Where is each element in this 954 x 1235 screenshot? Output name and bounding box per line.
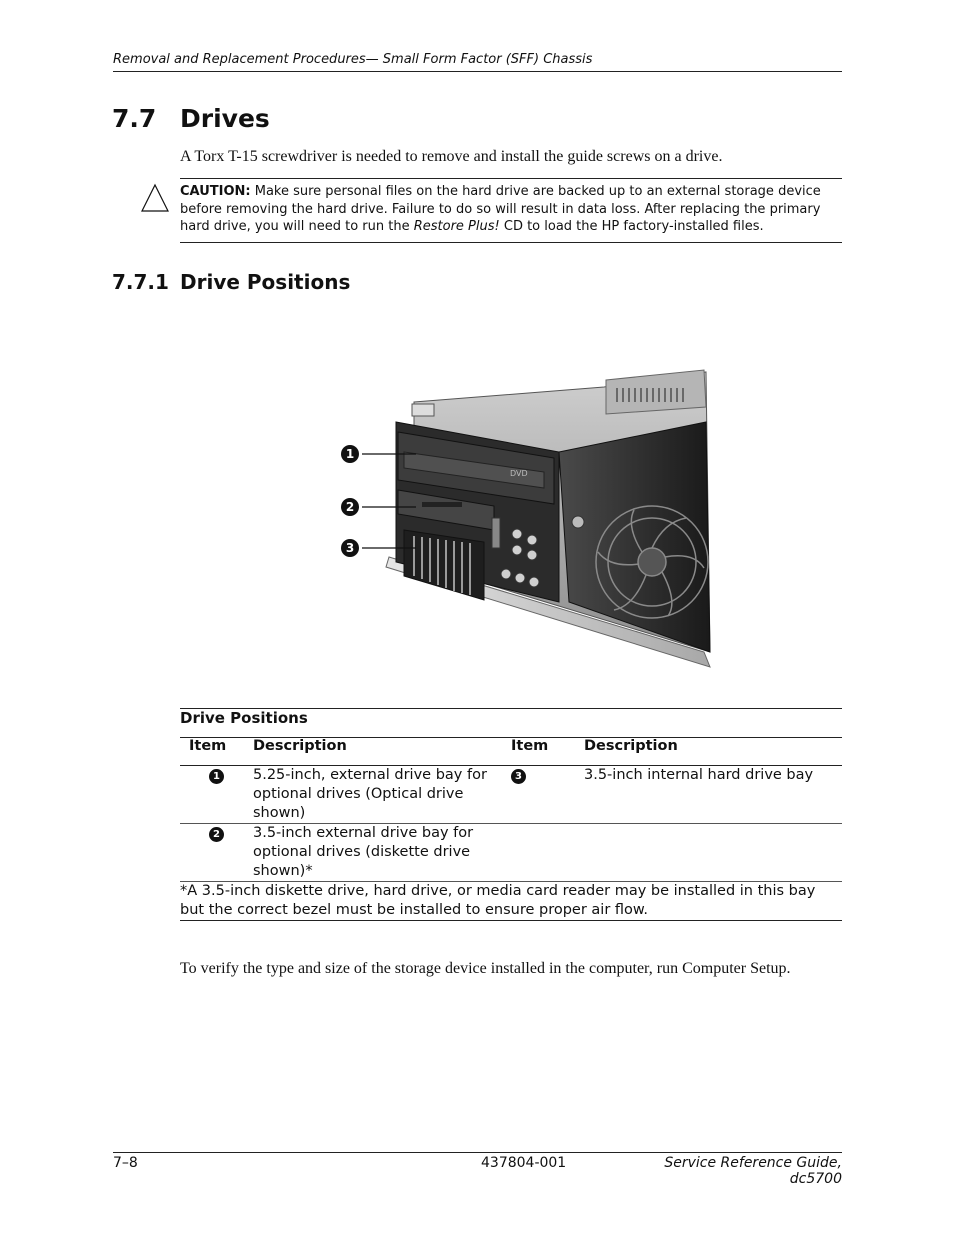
chassis-drive-illustration <box>334 362 714 672</box>
callout-1 <box>341 445 359 463</box>
column-header-item-2: Item <box>511 738 584 766</box>
caution-icon <box>140 183 170 213</box>
dvd-badge: DVD <box>510 469 528 478</box>
table-header-row <box>180 738 842 766</box>
caution-text-2: CD to load the HP factory-installed files. <box>499 219 764 234</box>
running-header: Removal and Replacement Procedures— Small Form Factor (SFF) Chassis <box>113 52 593 67</box>
header-rule <box>113 71 842 72</box>
section-number: 7.7 <box>112 104 157 133</box>
caution-product-name: Restore Plus! <box>413 219 500 234</box>
item-callout-1: 1 <box>209 769 224 784</box>
svg-text:3: 3 <box>345 541 355 555</box>
page-number: 7–8 <box>113 1155 138 1171</box>
table-row <box>180 766 842 824</box>
caution-top-rule <box>180 178 842 179</box>
closing-paragraph: To verify the type and size of the storage device installed in the computer, run Computer Setup. <box>180 960 791 977</box>
svg-text:2: 2 <box>345 500 355 514</box>
item-description: 3.5-inch external drive bay for optional drives (diskette drive shown)* <box>253 824 511 882</box>
hard-drive-bay <box>404 530 484 600</box>
part-number: 437804-001 <box>481 1155 567 1171</box>
callout-2 <box>341 498 359 516</box>
caution-text-1: Make sure personal files on the hard drive are backed up to an external storage device before removing the hard drive. Failure to do so will result in data loss. After replacing the primary hard drive, you will need to run the <box>180 184 821 234</box>
table-footnote: *A 3.5-inch diskette drive, hard drive, or media card reader may be installed in this bay but the correct bezel must be installed to ensure proper air flow. <box>180 882 842 921</box>
item-callout-2: 2 <box>209 827 224 842</box>
callout-3 <box>341 539 359 557</box>
caution-label: CAUTION: <box>180 184 251 199</box>
section-heading <box>112 104 270 133</box>
subsection-title: Drive Positions <box>180 270 351 294</box>
column-header-item: Item <box>180 738 253 766</box>
drive-positions-table <box>180 708 842 921</box>
svg-text:1: 1 <box>345 447 355 461</box>
caution-note <box>180 183 840 236</box>
table-row <box>180 824 842 882</box>
item-description: 3.5-inch internal hard drive bay <box>584 766 842 824</box>
section-intro: A Torx T-15 screwdriver is needed to remove and install the guide screws on a drive. <box>180 148 723 165</box>
caution-bottom-rule <box>180 242 842 243</box>
guide-title: Service Reference Guide, dc5700 <box>664 1155 842 1187</box>
item-description: 5.25-inch, external drive bay for optional drives (Optical drive shown) <box>253 766 511 824</box>
item-callout-3: 3 <box>511 769 526 784</box>
column-header-description: Description <box>253 738 511 766</box>
subsection-heading <box>112 270 350 294</box>
table-caption-row <box>180 709 842 738</box>
column-header-description-2: Description <box>584 738 842 766</box>
footer-rule <box>113 1152 842 1153</box>
subsection-number: 7.7.1 <box>112 270 169 294</box>
section-title: Drives <box>180 104 270 133</box>
table-footnote-row <box>180 882 842 921</box>
table-caption: Drive Positions <box>180 709 842 738</box>
